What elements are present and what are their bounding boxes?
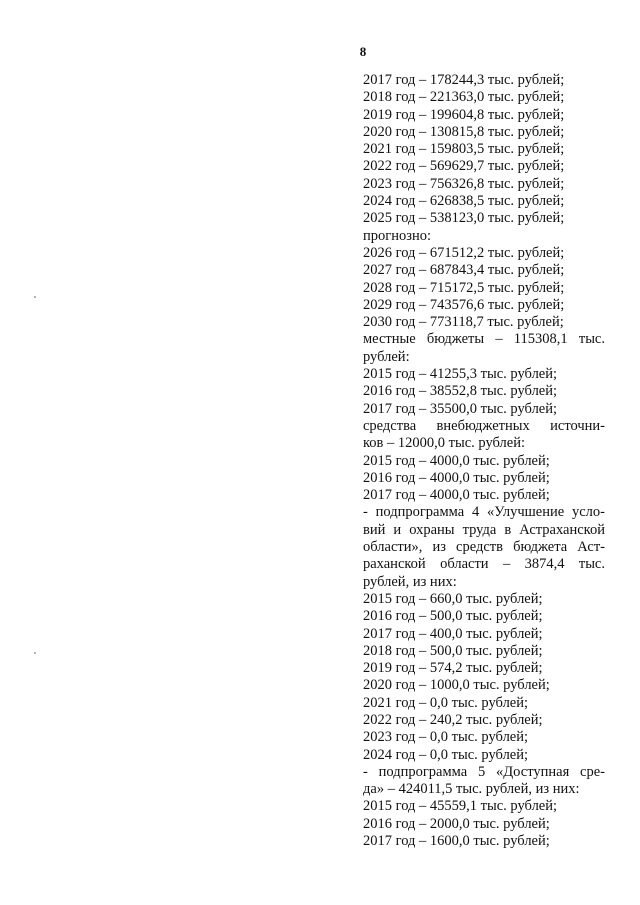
text-line: 2015 год – 41255,3 тыс. рублей; — [363, 366, 558, 383]
text-line: 2027 год – 687843,4 тыс. рублей; — [363, 262, 565, 279]
margin-dot — [34, 296, 36, 298]
text-line: ков – 12000,0 тыс. рублей: — [363, 435, 526, 452]
text-line: 2021 год – 159803,5 тыс. рублей; — [363, 141, 565, 158]
text-line: 2017 год – 4000,0 тыс. рублей; — [363, 487, 550, 504]
text-line: 2022 год – 240,2 тыс. рублей; — [363, 711, 543, 728]
margin-dot — [34, 652, 36, 654]
text-line: 2016 год – 4000,0 тыс. рублей; — [363, 469, 550, 486]
text-line: 2022 год – 569629,7 тыс. рублей; — [363, 158, 565, 175]
text-line: 2020 год – 1000,0 тыс. рублей; — [363, 677, 550, 694]
text-line: местные бюджеты – 115308,1 тыс. — [363, 331, 605, 348]
text-line: 2018 год – 221363,0 тыс. рублей; — [363, 89, 565, 106]
text-line: 2024 год – 626838,5 тыс. рублей; — [363, 193, 565, 210]
text-line: - подпрограмма 4 «Улучшение усло- — [363, 504, 605, 521]
text-line: области», из средств бюджета Аст- — [363, 539, 605, 556]
text-line: 2025 год – 538123,0 тыс. рублей; — [363, 210, 565, 227]
page-number: 8 — [359, 44, 367, 59]
text-line: раханской области – 3874,4 тыс. — [363, 556, 605, 573]
text-line: 2017 год – 400,0 тыс. рублей; — [363, 625, 543, 642]
text-line: 2016 год – 2000,0 тыс. рублей; — [363, 815, 550, 832]
document-text-column — [363, 72, 605, 850]
text-line: 2028 год – 715172,5 тыс. рублей; — [363, 279, 565, 296]
text-line: 2015 год – 660,0 тыс. рублей; — [363, 590, 543, 607]
text-line: рублей, из них: — [363, 573, 457, 590]
text-line: 2015 год – 45559,1 тыс. рублей; — [363, 798, 558, 815]
text-line: 2030 год – 773118,7 тыс. рублей; — [363, 314, 564, 331]
text-line: 2015 год – 4000,0 тыс. рублей; — [363, 452, 550, 469]
text-line: 2017 год – 178244,3 тыс. рублей; — [363, 72, 565, 88]
text-line: средства внебюджетных источни- — [363, 417, 605, 434]
text-line: 2019 год – 199604,8 тыс. рублей; — [363, 106, 565, 123]
text-line: 2026 год – 671512,2 тыс. рублей; — [363, 244, 565, 261]
text-line: прогнозно: — [363, 227, 431, 244]
text-line: 2019 год – 574,2 тыс. рублей; — [363, 660, 543, 677]
text-line: 2023 год – 756326,8 тыс. рублей; — [363, 175, 565, 192]
text-line: вий и охраны труда в Астраханской — [363, 521, 605, 538]
text-line: 2018 год – 500,0 тыс. рублей; — [363, 642, 543, 659]
text-line: 2016 год – 500,0 тыс. рублей; — [363, 608, 543, 625]
text-line: 2029 год – 743576,6 тыс. рублей; — [363, 296, 565, 313]
text-line: 2021 год – 0,0 тыс. рублей; — [363, 694, 529, 711]
text-line: 2017 год – 35500,0 тыс. рублей; — [363, 400, 558, 417]
text-line: 2017 год – 1600,0 тыс. рублей; — [363, 833, 550, 850]
text-line: - подпрограмма 5 «Доступная сре- — [363, 763, 605, 780]
text-line: да» – 424011,5 тыс. рублей, из них: — [363, 781, 580, 798]
text-line: 2020 год – 130815,8 тыс. рублей; — [363, 123, 565, 140]
text-line: 2016 год – 38552,8 тыс. рублей; — [363, 383, 558, 400]
text-line: 2023 год – 0,0 тыс. рублей; — [363, 729, 529, 746]
text-line: рублей: — [363, 348, 410, 365]
text-line: 2024 год – 0,0 тыс. рублей; — [363, 746, 529, 763]
